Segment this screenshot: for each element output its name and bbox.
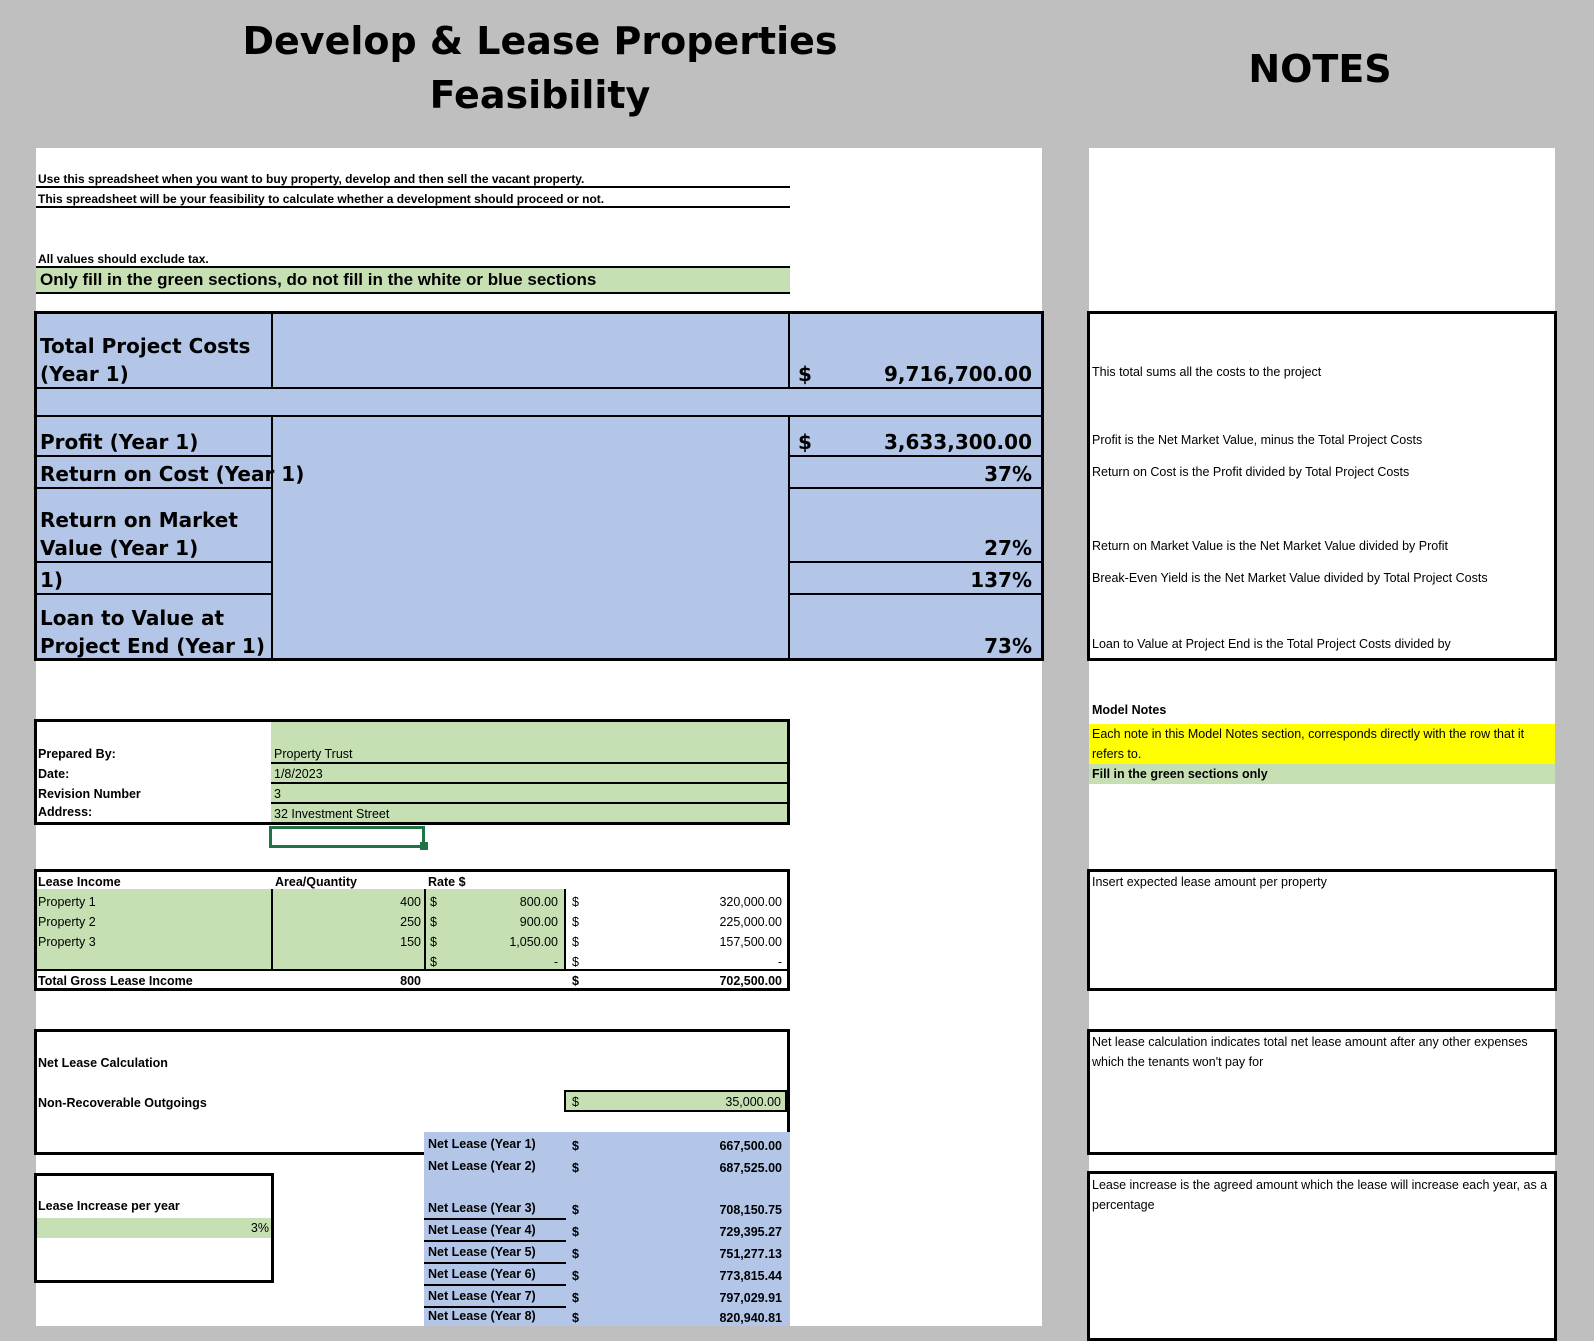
lease-note: Insert expected lease amount per property	[1092, 875, 1327, 889]
model-notes-yellow-text: Each note in this Model Notes section, corresponds directly with the row that it refers to.	[1092, 727, 1525, 761]
outgoings-field[interactable]	[564, 1090, 787, 1112]
lease-row-name[interactable]: Property 3	[38, 935, 96, 949]
lease-row-name[interactable]: Property 2	[38, 915, 96, 929]
lease-increase-label: Lease Increase per year	[38, 1199, 180, 1213]
intro-line-2: This spreadsheet will be your feasibility to calculate whether a development should proceed or not.	[36, 192, 790, 208]
net-lease-year-label: Net Lease (Year 4)	[428, 1223, 536, 1237]
intro-line-1: Use this spreadsheet when you want to buy property, develop and then sell the vacant property.	[36, 172, 790, 188]
lease-total-label: Total Gross Lease Income	[38, 974, 193, 988]
profit-label: Profit (Year 1)	[40, 430, 199, 454]
net-lease-year-value: 729,395.27	[719, 1225, 782, 1239]
page-title	[200, 14, 880, 122]
page-title-line1: Develop & Lease Properties	[242, 19, 838, 63]
total-costs-value: 9,716,700.00	[883, 362, 1032, 386]
note-romv: Return on Market Value is the Net Market Value divided by Profit	[1092, 539, 1448, 553]
lease-row-total-currency: $	[572, 915, 579, 929]
lease-total-area: 800	[400, 974, 421, 988]
lease-total-value: 702,500.00	[719, 974, 782, 988]
net-lease-year-value: 687,525.00	[719, 1161, 782, 1175]
model-notes-yellow	[1089, 724, 1555, 764]
date-label: Date:	[38, 767, 70, 781]
net-lease-year-label: Net Lease (Year 8)	[428, 1309, 536, 1323]
romv-label: Return on Market Value (Year 1)	[40, 508, 238, 560]
net-lease-year-label: Net Lease (Year 6)	[428, 1267, 536, 1281]
net-lease-year-label: Net Lease (Year 1)	[428, 1137, 536, 1151]
model-notes-heading: Model Notes	[1092, 703, 1167, 717]
lease-row-rate[interactable]: 900.00	[519, 915, 558, 929]
lease-row-total-currency: $	[572, 895, 579, 909]
lease-col-income: Lease Income	[38, 875, 121, 889]
note-bey: Break-Even Yield is the Net Market Value divided by Total Project Costs	[1092, 571, 1488, 585]
outgoings-label: Non-Recoverable Outgoings	[38, 1096, 207, 1110]
note-roc: Return on Cost is the Profit divided by Total Project Costs	[1092, 465, 1410, 479]
net-lease-note: Net lease calculation indicates total net lease amount after any other expenses which the tenants won't pay for	[1092, 1035, 1528, 1069]
total-costs-currency: $	[798, 362, 812, 386]
net-lease-year-value: 797,029.91	[719, 1291, 782, 1305]
lease-increase-note: Lease increase is the agreed amount which the lease will increase each year, as a percentage	[1092, 1178, 1548, 1212]
romv-value: 27%	[984, 536, 1032, 560]
net-lease-year-value: 751,277.13	[719, 1247, 782, 1261]
total-costs-label: Total Project Costs (Year 1)	[40, 334, 251, 386]
date-field[interactable]: 1/8/2023	[274, 767, 323, 781]
lease-row-name[interactable]: Property 1	[38, 895, 96, 909]
fill-instructions-text: Only fill in the green sections, do not fill in the white or blue sections	[40, 270, 597, 289]
outgoings-currency: $	[572, 1095, 579, 1109]
net-lease-year-label: Net Lease (Year 5)	[428, 1245, 536, 1259]
note-profit: Profit is the Net Market Value, minus the Total Project Costs	[1092, 433, 1423, 447]
lease-row-total: 320,000.00	[719, 895, 782, 909]
net-lease-year-currency: $	[572, 1161, 579, 1175]
bey-value: 137%	[970, 568, 1032, 592]
net-lease-year-label: Net Lease (Year 2)	[428, 1159, 536, 1173]
net-lease-year-currency: $	[572, 1291, 579, 1305]
fill-handle[interactable]	[420, 842, 428, 850]
net-lease-year-label: Net Lease (Year 7)	[428, 1289, 536, 1303]
roc-label: Return on Cost (Year 1)	[40, 462, 305, 486]
lease-row-total: 225,000.00	[719, 915, 782, 929]
lease-row-total: -	[777, 955, 782, 969]
lease-row-rate[interactable]: 1,050.00	[509, 935, 558, 949]
note-total-costs: This total sums all the costs to the project	[1092, 365, 1322, 379]
address-field[interactable]: 32 Investment Street	[274, 807, 390, 821]
prepared-by-label: Prepared By:	[38, 747, 116, 761]
fill-instructions	[36, 268, 790, 294]
net-lease-year-label: Net Lease (Year 3)	[428, 1201, 536, 1215]
lease-row-area[interactable]: 400	[400, 895, 421, 909]
lease-row-rate-currency: $	[430, 935, 437, 949]
address-label: Address:	[38, 805, 93, 819]
revision-field[interactable]: 3	[274, 787, 281, 801]
selected-cell[interactable]	[269, 826, 425, 848]
lease-row-rate[interactable]: -	[553, 955, 558, 969]
roc-value: 37%	[984, 462, 1032, 486]
profit-value: 3,633,300.00	[883, 430, 1032, 454]
lease-total-currency: $	[572, 974, 579, 988]
net-lease-year-currency: $	[572, 1225, 579, 1239]
lease-row-total: 157,500.00	[719, 935, 782, 949]
lease-row-total-currency: $	[572, 935, 579, 949]
net-lease-year-currency: $	[572, 1203, 579, 1217]
page-title-line2: Feasibility	[429, 73, 651, 117]
lease-row-rate[interactable]: 800.00	[519, 895, 558, 909]
lease-row-total-currency: $	[572, 955, 579, 969]
revision-label: Revision Number	[38, 787, 141, 801]
bey-label: 1)	[40, 568, 64, 592]
tax-note: All values should exclude tax.	[36, 252, 790, 268]
note-ltv: Loan to Value at Project End is the Total Project Costs divided by	[1092, 637, 1451, 651]
net-lease-year-value: 708,150.75	[719, 1203, 782, 1217]
notes-title: NOTES	[1248, 47, 1392, 91]
net-lease-year-value: 667,500.00	[719, 1139, 782, 1153]
ltv-value: 73%	[984, 634, 1032, 658]
net-lease-year-currency: $	[572, 1311, 579, 1325]
lease-row-area[interactable]: 250	[400, 915, 421, 929]
net-lease-year-value: 820,940.81	[719, 1311, 782, 1325]
net-lease-year-value: 773,815.44	[719, 1269, 782, 1283]
lease-col-area: Area/Quantity	[275, 875, 357, 889]
profit-currency: $	[798, 430, 812, 454]
net-lease-heading: Net Lease Calculation	[38, 1056, 168, 1070]
model-notes-green: Fill in the green sections only	[1089, 764, 1555, 784]
ltv-label: Loan to Value at Project End (Year 1)	[40, 606, 265, 658]
prepared-by-field[interactable]: Property Trust	[274, 747, 353, 761]
lease-row-area[interactable]: 150	[400, 935, 421, 949]
lease-col-rate: Rate $	[428, 875, 466, 889]
lease-row-rate-currency: $	[430, 895, 437, 909]
lease-row-rate-currency: $	[430, 915, 437, 929]
lease-row-area[interactable]	[275, 952, 421, 972]
outgoings-value: 35,000.00	[725, 1095, 781, 1109]
lease-row-rate-currency: $	[430, 955, 437, 969]
net-lease-year-currency: $	[572, 1139, 579, 1153]
net-lease-year-currency: $	[572, 1247, 579, 1261]
net-lease-year-currency: $	[572, 1269, 579, 1283]
lease-increase-field[interactable]: 3%	[37, 1218, 271, 1238]
